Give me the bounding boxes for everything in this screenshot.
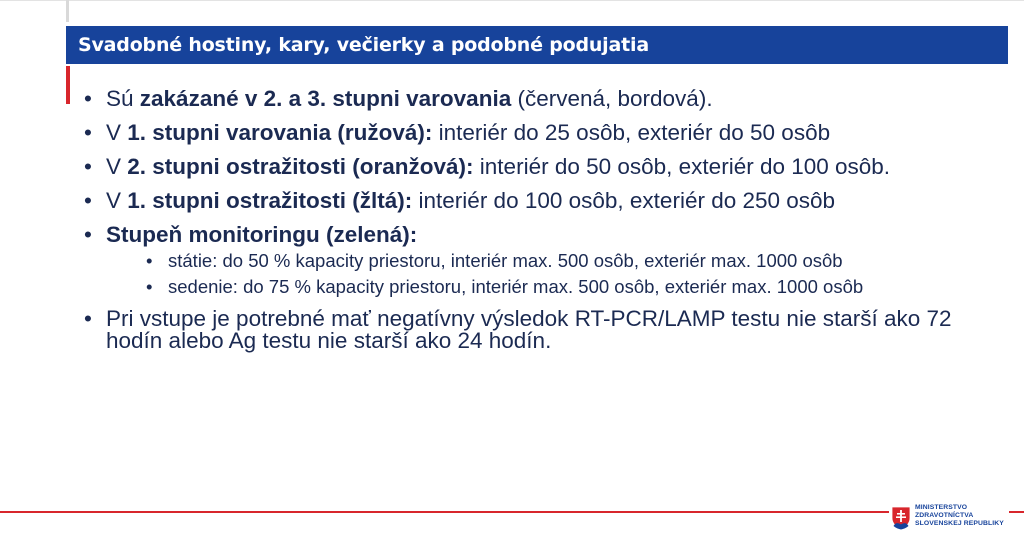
top-divider — [0, 0, 1024, 1]
bullet-glyph: • — [84, 188, 92, 213]
sub-bullet-glyph: • — [146, 250, 153, 271]
list-item-test-requirement: • Pri vstupe je potrebné mať negatívny výsledok RT-PCR/LAMP testu nie starší ako 72 hodín alebo Ag testu nie starší ako 24 hodín. — [84, 306, 952, 353]
slovak-coat-of-arms-icon — [891, 506, 911, 530]
ministry-name: MINISTERSTVO ZDRAVOTNÍCTVA SLOVENSKEJ REPUBLIKY — [915, 504, 1004, 528]
list-item-pink: • V 1. stupni varovania (ružová): interiér do 25 osôb, exteriér do 50 osôb — [84, 120, 831, 145]
list-item-yellow: • V 1. stupni ostražitosti (žltá): interiér do 100 osôb, exteriér do 250 osôb — [84, 188, 836, 213]
bullet-glyph: • — [84, 222, 92, 247]
bullet-glyph: • — [84, 120, 92, 145]
sub-bullet-glyph: • — [146, 276, 153, 297]
bullet-glyph: • — [84, 306, 92, 331]
list-item-orange: • V 2. stupni ostražitosti (oranžová): interiér do 50 osôb, exteriér do 100 osôb. — [84, 154, 891, 179]
top-left-marker — [66, 0, 69, 22]
list-item-green: • Stupeň monitoringu (zelená): • státie: do 50 % kapacity priestoru, interiér max. 500 osôb, exteriér max. 1000 osôb • sedenie: do 75 % kapacity priestoru, interiér max. 500 osôb, exteriér max. 1000 osôb — [84, 224, 984, 296]
red-accent-bar — [66, 66, 70, 104]
ministry-logo — [889, 502, 1009, 540]
bullet-list — [84, 88, 984, 364]
slide-title: Svadobné hostiny, kary, večierky a podobné podujatia — [66, 26, 1008, 64]
sub-item-seated: • sedenie: do 75 % kapacity priestoru, interiér max. 500 osôb, exteriér max. 1000 osôb — [146, 276, 864, 297]
footer-divider — [0, 511, 1024, 513]
green-sub-list — [106, 252, 984, 296]
bullet-glyph: • — [84, 86, 92, 111]
list-item-ban: • Sú zakázané v 2. a 3. stupni varovania (červená, bordová). — [84, 86, 713, 111]
bullet-glyph: • — [84, 154, 92, 179]
sub-item-standing: • státie: do 50 % kapacity priestoru, interiér max. 500 osôb, exteriér max. 1000 osôb — [146, 250, 843, 271]
